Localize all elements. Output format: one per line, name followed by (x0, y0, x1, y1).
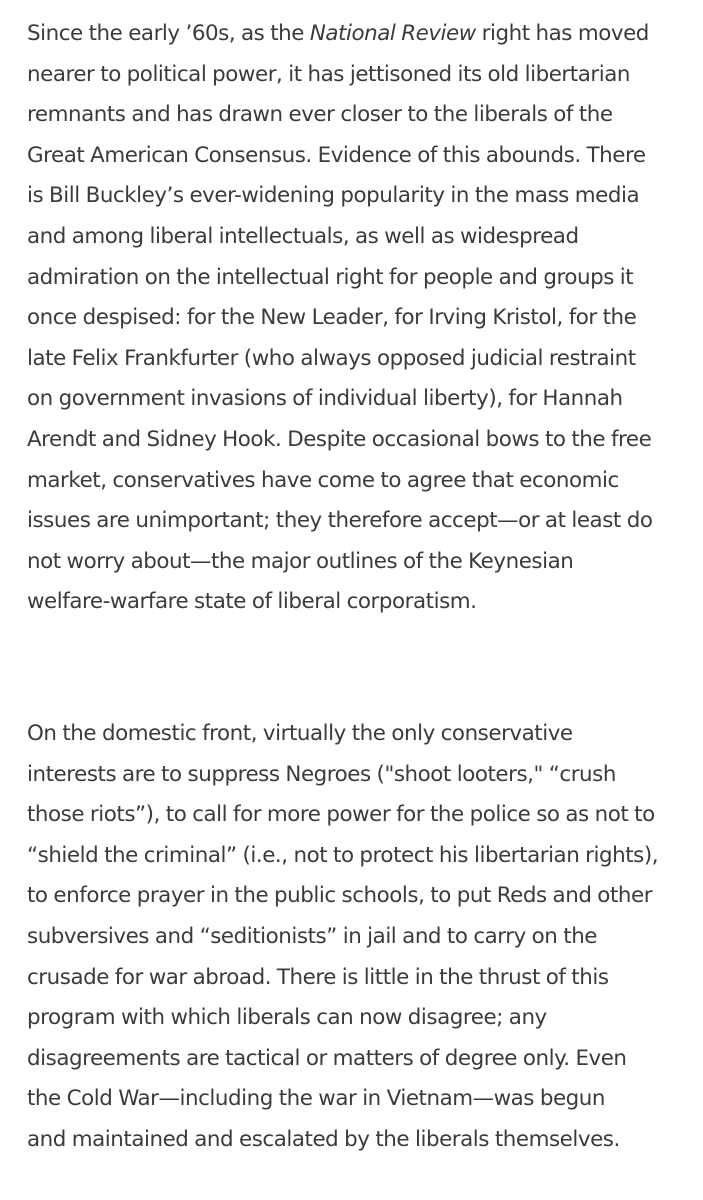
paragraph-1-line-6: and among liberal intellectuals, as well as widespread (27, 223, 579, 249)
paragraph-1-line-3: remnants and has drawn ever closer to the liberals of the (27, 102, 613, 128)
line-1-lead-text: Since the early ’60s, as the (27, 21, 310, 46)
paragraph-1-line-15: welfare-warfare state of liberal corporatism. (27, 589, 477, 615)
paragraph-1-line-5: is Bill Buckley’s ever-widening popularity in the mass media (27, 183, 640, 209)
paragraph-2-line-1: On the domestic front, virtually the only conservative (27, 721, 573, 746)
paragraph-2-line-7: crusade for war abroad. There is little in the thrust of this (27, 964, 609, 990)
paragraph-1-line-13: issues are unimportant; they therefore accept—or at least do (27, 508, 653, 534)
paragraph-2-line-4: “shield the criminal” (i.e., not to protect his libertarian rights), (27, 842, 659, 868)
paragraph-1-line-10: on government invasions of individual liberty), for Hannah (27, 386, 623, 412)
paragraph-1-line-7: admiration on the intellectual right for people and groups it (27, 264, 634, 290)
paragraph-domestic-front (27, 714, 697, 1161)
paragraph-2-line-11: and maintained and escalated by the liberals themselves. (27, 1126, 620, 1152)
paragraph-2-line-2: interests are to suppress Negroes ("shoot looters," “crush (27, 761, 616, 787)
paragraph-2-line-6: subversives and “seditionists” in jail and to carry on the (27, 923, 598, 949)
paragraph-2-line-5: to enforce prayer in the public schools, to put Reds and other (27, 883, 653, 909)
paragraph-1-line-12: market, conservatives have come to agree that economic (27, 467, 619, 493)
paragraph-2-line-9: disagreements are tactical or matters of degree only. Even (27, 1045, 627, 1071)
paragraph-1-line-14: not worry about—the major outlines of the Keynesian (27, 548, 574, 574)
paragraph-2-line-10: the Cold War—including the war in Vietnam—was begun (27, 1086, 606, 1112)
national-review-title: National Review (309, 21, 476, 46)
paragraph-national-review-conservatism (27, 14, 697, 623)
paragraph-1-line-11: Arendt and Sidney Hook. Despite occasional bows to the free (27, 426, 652, 452)
paragraph-1-line-4: Great American Consensus. Evidence of this abounds. There (27, 142, 646, 168)
paragraph-1-line-8: once despised: for the New Leader, for Irving Kristol, for the (27, 305, 637, 331)
paragraph-2-line-3: those riots”), to call for more power for the police so as not to (27, 802, 655, 828)
paragraph-2-line-8: program with which liberals can now disagree; any (27, 1005, 547, 1031)
paragraph-1-line-1 (27, 14, 697, 55)
paragraph-1-line-9: late Felix Frankfurter (who always opposed judicial restraint (27, 345, 636, 371)
line-1-trailing-text: right has moved (475, 21, 649, 46)
paragraph-1-line-2: nearer to political power, it has jettisoned its old libertarian (27, 61, 630, 87)
